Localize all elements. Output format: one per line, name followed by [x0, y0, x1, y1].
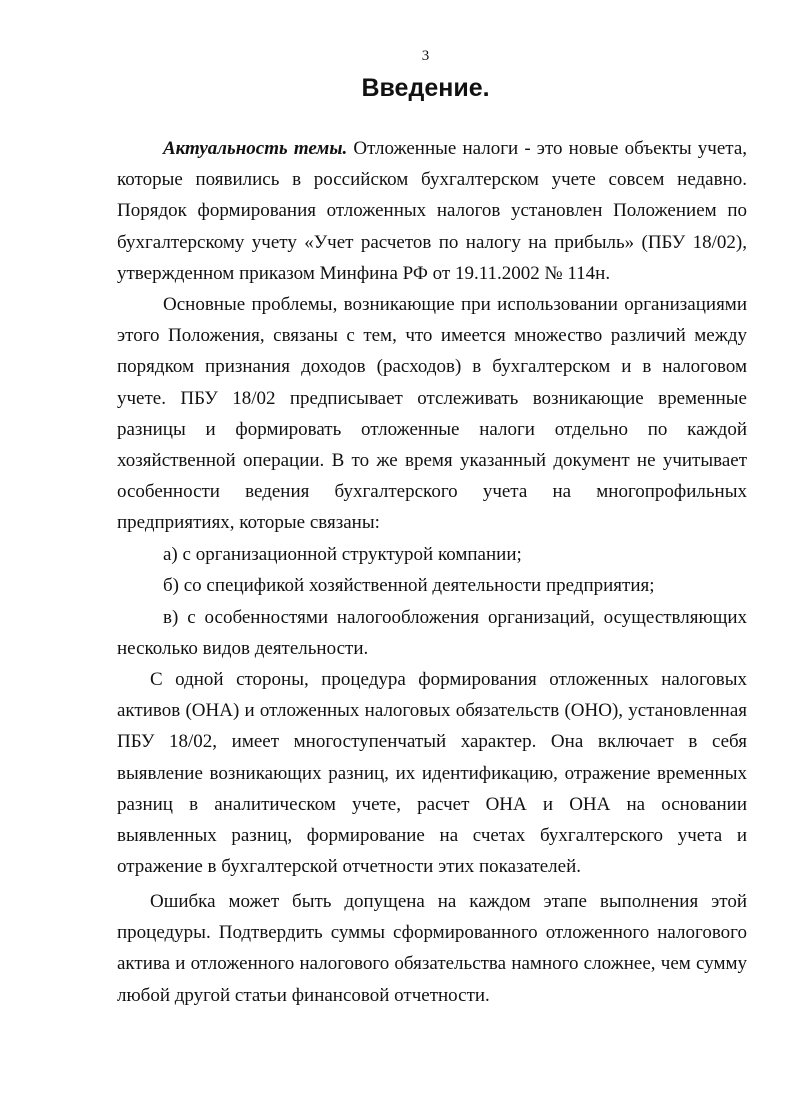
- paragraph-main-problems: Основные проблемы, возникающие при использовании организациями этого Положения, связаны с тем, что имеется множество различий между порядком признания доходов (расходов) в бухгалтерском и в налоговом учете. ПБУ 18/02 предписывает отслеживать возникающие временные разницы и формировать отложенные налоги отдельно по каждой хозяйственной операции. В то же время указанный документ не учитывает особенности ведения бухгалтерского учета на многопрофильных предприятиях, которые связаны:: [117, 294, 747, 534]
- page-number: 3: [421, 48, 430, 64]
- relevance-heading: Актуальность темы.: [163, 138, 348, 159]
- paragraph-procedure: С одной стороны, процедура формирования отложенных налоговых активов (ОНА) и отложенных налоговых обязательств (ОНО), установленная ПБУ 18/02, имеет многоступенчатый характер. Она включает в себя выявление возникающих разниц, их идентификацию, отражение временных разниц в аналитическом учете, расчет ОНА и ОНА на основании выявленных разниц, формирование на счетах бухгалтерского учета и отражение в бухгалтерской отчетности этих показателей.: [117, 669, 747, 878]
- list-item-c: в) с особенностями налогообложения организаций, осуществляющих несколько видов деятельности.: [117, 607, 747, 660]
- list-item-b: б) со спецификой хозяйственной деятельности предприятия;: [163, 575, 655, 596]
- list-item-a: а) с организационной структурой компании;: [163, 544, 522, 565]
- paragraph-errors: Ошибка может быть допущена на каждом этапе выполнения этой процедуры. Подтвердить суммы сформированного отложенного налогового актива и отложенного налогового обязательства намного сложнее, чем сумму любой другой статьи финансовой отчетности.: [117, 891, 747, 1006]
- paragraph-relevance: [117, 133, 747, 289]
- page-title: Введение.: [361, 74, 490, 102]
- relevance-text: Отложенные налоги - это новые объекты учета, которые появились в российском бухгалтерском учете совсем недавно. Порядок формирования отложенных налогов установлен Положением по бухгалтерскому учету «Учет расчетов по налогу на прибыль» (ПБУ 18/02), утвержденном приказом Минфина РФ от 19.11.2002 № 114н.: [117, 138, 747, 284]
